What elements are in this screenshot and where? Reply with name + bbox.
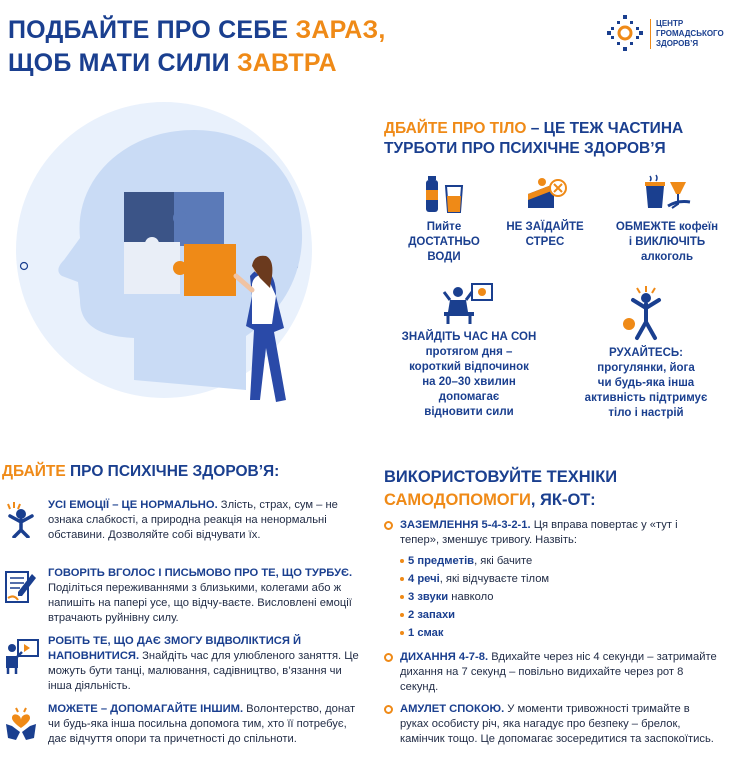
logo (606, 14, 726, 54)
page-title (8, 14, 386, 80)
tip-line: ОБМЕЖТЕ кофеїн (615, 221, 719, 233)
step-body: навколо (448, 591, 494, 603)
tip-sleep (386, 280, 552, 420)
step-bold: 2 запахи (408, 609, 456, 621)
tip-line: чи будь-яка інша (597, 377, 695, 389)
step-body: , які бачите (474, 555, 533, 567)
logo-text (650, 19, 726, 49)
title-part: ТУРБОТИ ПРО ПСИХІЧНЕ ЗДОРОВ’Я (384, 140, 666, 157)
technique-body: Вдихайте через ніс 4 секунди – затримайте дихання на 7 секунд – повільно видихайте через рот 8 секунд. (400, 651, 717, 693)
tip-line: Пийте (426, 221, 462, 233)
tip-stress-eating (492, 172, 598, 250)
mind-item-bold: УСІ ЕМОЦІЇ – ЦЕ НОРМАЛЬНО. (48, 499, 218, 511)
list-item (400, 608, 720, 626)
title-accent: ЗАРАЗ, (295, 16, 386, 44)
technique-text (400, 518, 718, 548)
title-accent: ДБАЙТЕ (2, 463, 66, 480)
logo-line: ЗДОРОВ’Я (656, 39, 699, 48)
emotions-icon (2, 500, 40, 538)
tip-line: протягом дня – (425, 346, 513, 358)
technique-text (400, 650, 718, 695)
list-item (400, 590, 720, 608)
mind-item-text (48, 566, 366, 626)
title-part: – ЦЕ ТЕЖ ЧАСТИНА (526, 120, 684, 137)
techniques-title (384, 466, 617, 512)
tip-line: СТРЕС (525, 236, 565, 248)
title-part: ПРО ПСИХІЧНЕ ЗДОРОВ’Я: (65, 463, 280, 480)
title-part: ПОДБАЙТЕ ПРО СЕБЕ (8, 16, 296, 44)
mind-item-body: Злість, страх, сум – не ознака слабкості, а природна реакція на ненормальні обставини. Дозволяйте собі відчувати їх. (48, 499, 338, 541)
body-section-title (384, 119, 683, 159)
tip-line: активність підтримує (584, 392, 708, 404)
tip-water (400, 172, 488, 265)
bullet-icon (384, 653, 393, 662)
technique-bold: АМУЛЕТ СПОКОЮ. (400, 703, 505, 715)
title-accent: ДБАЙТЕ ПРО ТІЛО (384, 120, 527, 137)
exercise-icon (621, 284, 671, 342)
tip-line: на 20–30 хвилин (422, 376, 516, 388)
list-item (400, 572, 720, 590)
tip-line: ДОСТАТНЬО (408, 236, 480, 248)
technique-body: Ця вправа повертає у «тут і тепер», зменшує тривогу. Назвіть: (400, 519, 678, 546)
mind-item-body: Поділіться переживаннями з близькими, колегами або ж напишіть на папері усе, що вiдчу-ваєте. Висловлені емоції втрачають руйнівну силу. (48, 582, 352, 624)
tip-line: прогулянки, йога (597, 362, 695, 374)
helping-hands-icon (2, 704, 40, 742)
mind-item-body: Знайдіть час для улюбленого заняття. Це можуть бути танці, малювання, садівництво, в’язання чи інша діяльність. (48, 650, 359, 692)
tip-line: НЕ ЗАЇДАЙТЕ (506, 221, 584, 233)
coffee-alcohol-icon (640, 172, 694, 216)
step-body: , які відчуваєте тілом (439, 573, 550, 585)
tip-line: ЗНАЙДІТЬ ЧАС НА СОН (401, 331, 537, 343)
mind-item-bold: ГОВОРІТЬ ВГОЛОС І ПИСЬМОВО ПРО ТЕ, ЩО ТУРБУЄ. (48, 567, 353, 579)
mind-item-bold: РОБІТЬ ТЕ, ЩО ДАЄ ЗМОГУ ВІДВОЛІКТИСЯ Й НАПОВНИТИСЯ. (48, 635, 302, 662)
technique-bold: ДИХАННЯ 4-7-8. (400, 651, 489, 663)
mind-item-bold: МОЖЕТЕ – ДОПОМАГАЙТЕ ІНШИМ. (48, 703, 244, 715)
tip-line: ВОДИ (427, 251, 461, 263)
technique-body: У моменти тривожності тримайте в руках особисту річ, яка нагадує про безпеку – брелок, камінчик тощо. Це допомагає зосередитися та заспокоїтись. (400, 703, 714, 745)
mind-section-title (2, 462, 279, 482)
mind-item-text (48, 498, 366, 543)
step-bold: 1 смак (408, 627, 444, 639)
bullet-icon (384, 521, 393, 530)
writing-icon (2, 568, 40, 606)
cake-icon (522, 172, 568, 216)
title-part: ЩОБ МАТИ СИЛИ (8, 49, 237, 77)
tip-line: тіло і настрій (608, 407, 684, 419)
title-accent: САМОДОПОМОГИ (384, 491, 531, 509)
tip-line: алкоголь (640, 251, 694, 263)
mind-item-body: Волонтерство, донат чи будь-яка інша посильна допомога тим, хто її потребує, дає відчуття опори та причетності до спільноти. (48, 703, 356, 745)
tip-exercise (568, 284, 724, 421)
mind-item-text (48, 702, 366, 747)
logo-mark-icon (606, 14, 644, 52)
technique-bold: ЗАЗЕМЛЕННЯ 5-4-3-2-1. (400, 519, 531, 531)
tip-line: відновити сили (424, 406, 514, 418)
mind-item-text (48, 634, 366, 694)
list-item (400, 554, 720, 572)
sleep-icon (442, 280, 496, 326)
title-accent: ЗАВТРА (236, 49, 337, 77)
logo-line: ЦЕНТР (656, 19, 684, 28)
step-bold: 3 звуки (408, 591, 449, 603)
technique-text (400, 702, 718, 747)
tip-line: допомагає (438, 391, 500, 403)
logo-line: ГРОМАДСЬКОГО (656, 29, 724, 38)
water-bottle-icon (422, 172, 466, 216)
tip-caffeine (604, 172, 730, 265)
step-bold: 5 предметів (408, 555, 475, 567)
bullet-icon (384, 705, 393, 714)
tip-line: РУХАЙТЕСЬ: (608, 347, 683, 359)
step-bold: 4 речі (408, 573, 440, 585)
tip-line: короткий відпочинок (409, 361, 529, 373)
title-part: , ЯК-ОТ: (530, 491, 596, 509)
presentation-icon (2, 636, 40, 674)
title-part: ВИКОРИСТОВУЙТЕ ТЕХНІКИ (384, 468, 618, 486)
list-item (400, 626, 720, 644)
head-puzzle-illustration (14, 100, 334, 420)
grounding-steps (400, 554, 720, 644)
tip-line: і ВИКЛЮЧІТЬ (628, 236, 706, 248)
